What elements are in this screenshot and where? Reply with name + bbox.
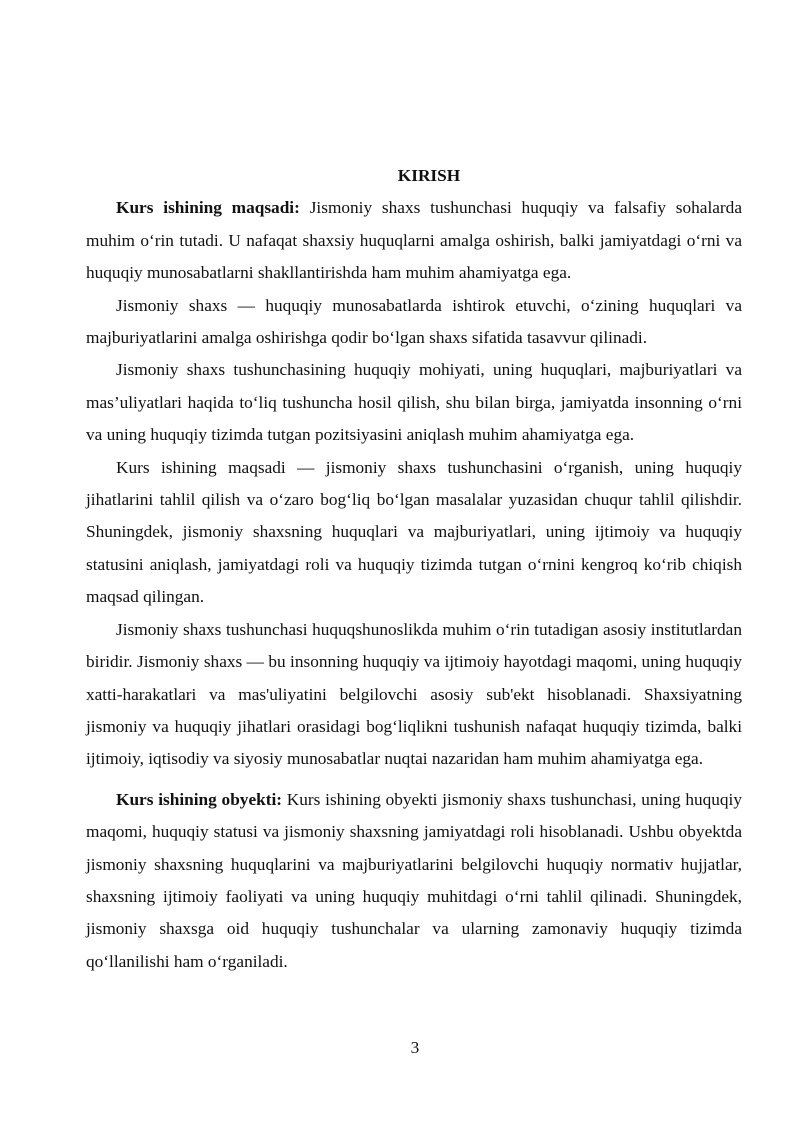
paragraph-text: Kurs ishining obyekti jismoniy shaxs tushunchasi, uning huquqiy maqomi, huquqiy statusi va jismoniy shaxsning jamiyatdagi roli hisoblanadi. Ushbu obyektda jismoniy shaxsning huquqlarini va majburiyatlarini belgilovchi huquqiy normativ hujjatlar, shaxsning ijtimoiy faoliyati va uning huquqiy muhitdagi oʻrni tahlil qilinadi. Shuningdek, jismoniy shaxsga oid huquqiy tushunchalar va ularning zamonaviy huquqiy tizimda qoʻllanilishi ham oʻrganiladi. [86,789,742,971]
paragraph-definition: Jismoniy shaxs — huquqiy munosabatlarda ishtirok etuvchi, oʻzining huquqlari va majburiyatlarini amalga oshirishga qodir boʻlgan shaxs sifatida tasavvur qilinadi. [86,295,742,348]
paragraph-lead: Kurs ishining maqsadi: [116,198,300,218]
document-page [86,160,742,978]
paragraph-goal: Kurs ishining maqsadi — jismoniy shaxs tushunchasini oʻrganish, uning huquqiy jihatlarini tahlil qilish va oʻzaro bogʻliq boʻlgan masalalar yuzasidan chuqur tahlil qilishdir. Shuningdek, jismoniy shaxsning huquqlari va majburiyatlari, uning ijtimoiy va huquqiy statusini aniqlash, jamiyatdagi roli va huquqiy tizimda tutgan oʻrnini kengroq koʻrib chiqish maqsad qilingan. [86,457,742,607]
paragraph-institution: Jismoniy shaxs tushunchasi huquqshunoslikda muhim oʻrin tutadigan asosiy institutlardan biridir. Jismoniy shaxs — bu insonning huquqiy va ijtimoiy hayotdagi maqomi, uning huquqiy xatti-harakatlari va mas'uliyatini belgilovchi asosiy sub'ekt hisoblanadi. Shaxsiyatning jismoniy va huquqiy jihatlari orasidagi bogʻliqlikni tushunish nafaqat huquqiy tizimda, balki ijtimoiy, iqtisodiy va siyosiy munosabatlar nuqtai nazaridan ham muhim ahamiyatga ega. [86,619,742,769]
page-title: KIRISH [397,166,461,185]
paragraph-text: Jismoniy shaxs tushunchasi huquqiy va falsafiy sohalarda muhim oʻrin tutadi. U nafaqat shaxsiy huquqlarni amalga oshirish, balki jamiyatdagi oʻrni va huquqiy munosabatlarni shakllantirishda ham muhim ahamiyatga ega. [86,198,742,283]
paragraph-lead: Kurs ishining obyekti: [116,789,283,809]
paragraph-purpose [86,192,742,289]
paragraph-object [86,784,742,978]
page-number: 3 [410,1038,420,1057]
paragraph-essence: Jismoniy shaxs tushunchasining huquqiy mohiyati, uning huquqlari, majburiyatlari va mas’uliyatlari haqida toʻliq tushuncha hosil qilish, shu bilan birga, jamiyatda insonning oʻrni va uning huquqiy tizimda tutgan pozitsiyasini aniqlash muhim ahamiyatga ega. [86,360,742,445]
